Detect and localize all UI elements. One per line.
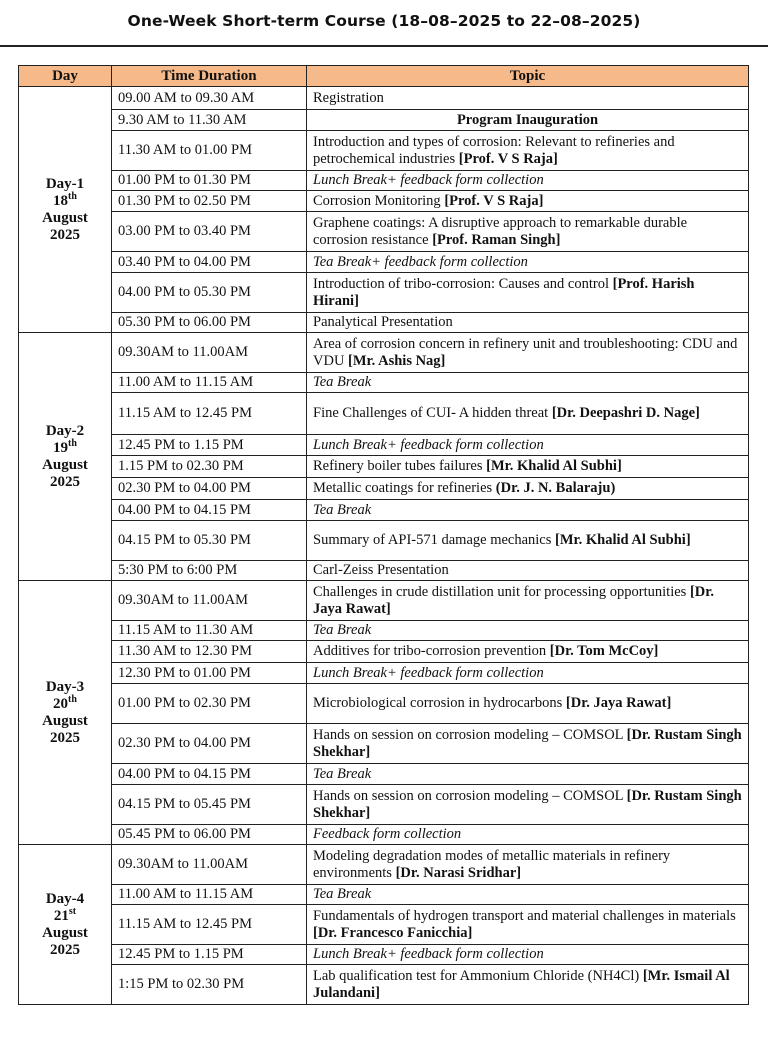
- table-row: [19, 724, 749, 764]
- topic-cell: Tea Break: [307, 885, 749, 905]
- topic-cell: Tea Break: [307, 764, 749, 785]
- topic-cell: Feedback form collection: [307, 825, 749, 845]
- topic-cell: Lunch Break+ feedback form collection: [307, 663, 749, 684]
- time-cell: 11.15 AM to 11.30 AM: [112, 621, 307, 641]
- time-cell: 11.30 AM to 12.30 PM: [112, 641, 307, 663]
- table-row: [19, 663, 749, 684]
- table-row: [19, 500, 749, 521]
- table-row: [19, 110, 749, 131]
- time-cell: 11.00 AM to 11.15 AM: [112, 885, 307, 905]
- day-label: Day-2: [45, 422, 85, 439]
- time-cell: 09.30AM to 11.00AM: [112, 333, 307, 373]
- time-cell: 04.15 PM to 05.45 PM: [112, 785, 307, 825]
- day-year: 2025: [50, 473, 80, 490]
- topic-cell: Lab qualification test for Ammonium Chloride (NH4Cl) [Mr. Ismail Al Julandani]: [307, 965, 749, 1005]
- time-header: Time Duration: [112, 66, 307, 87]
- day-date: 18th: [53, 190, 77, 209]
- time-cell: 02.30 PM to 04.00 PM: [112, 478, 307, 500]
- time-cell: 09.30AM to 11.00AM: [112, 581, 307, 621]
- topic-cell: Lunch Break+ feedback form collection: [307, 435, 749, 456]
- table-row: [19, 212, 749, 252]
- topic-cell: Summary of API-571 damage mechanics [Mr. Khalid Al Subhi]: [307, 521, 749, 561]
- table-row: [19, 945, 749, 965]
- table-row: [19, 313, 749, 333]
- day-date: 19th: [53, 437, 77, 456]
- day-cell: [19, 333, 112, 581]
- topic-cell: Fine Challenges of CUI- A hidden threat [Dr. Deepashri D. Nage]: [307, 393, 749, 435]
- day-year: 2025: [50, 729, 80, 746]
- time-cell: 05.45 PM to 06.00 PM: [112, 825, 307, 845]
- day-label: Day-4: [45, 890, 85, 907]
- time-cell: 01.00 PM to 02.30 PM: [112, 684, 307, 724]
- table-row: [19, 621, 749, 641]
- time-cell: 11.15 AM to 12.45 PM: [112, 905, 307, 945]
- day-date: 20th: [53, 693, 77, 712]
- time-cell: 03.00 PM to 03.40 PM: [112, 212, 307, 252]
- time-cell: 1.15 PM to 02.30 PM: [112, 456, 307, 478]
- topic-cell: Introduction and types of corrosion: Relevant to refineries and petrochemical industries [Prof. V S Raja]: [307, 131, 749, 171]
- time-cell: 04.00 PM to 04.15 PM: [112, 764, 307, 785]
- day-month: August: [42, 456, 88, 473]
- topic-cell: Registration: [307, 87, 749, 110]
- table-row: [19, 273, 749, 313]
- table-row: [19, 171, 749, 191]
- topic-cell: Fundamentals of hydrogen transport and material challenges in materials [Dr. Francesco Fanicchia]: [307, 905, 749, 945]
- day-year: 2025: [50, 941, 80, 958]
- page-title: One-Week Short-term Course (18–08–2025 to 22–08–2025): [127, 12, 641, 30]
- time-cell: 05.30 PM to 06.00 PM: [112, 313, 307, 333]
- table-row: [19, 373, 749, 393]
- table-row: [19, 87, 749, 110]
- table-row: [19, 456, 749, 478]
- topic-header: Topic: [307, 66, 749, 87]
- topic-cell: Tea Break: [307, 621, 749, 641]
- topic-cell: Panalytical Presentation: [307, 313, 749, 333]
- topic-cell: Tea Break+ feedback form collection: [307, 252, 749, 273]
- topic-cell: Metallic coatings for refineries (Dr. J. N. Balaraju): [307, 478, 749, 500]
- day-year: 2025: [50, 226, 80, 243]
- table-row: [19, 641, 749, 663]
- day-cell: [19, 581, 112, 845]
- table-row: [19, 561, 749, 581]
- time-cell: 11.30 AM to 01.00 PM: [112, 131, 307, 171]
- time-cell: 03.40 PM to 04.00 PM: [112, 252, 307, 273]
- time-cell: 01.00 PM to 01.30 PM: [112, 171, 307, 191]
- topic-cell: Challenges in crude distillation unit for processing opportunities [Dr. Jaya Rawat]: [307, 581, 749, 621]
- day-cell: [19, 87, 112, 333]
- topic-cell: Corrosion Monitoring [Prof. V S Raja]: [307, 191, 749, 212]
- day-label: Day-3: [45, 678, 85, 695]
- day-month: August: [42, 209, 88, 226]
- table-row: [19, 478, 749, 500]
- topic-cell: Carl-Zeiss Presentation: [307, 561, 749, 581]
- table-row: [19, 581, 749, 621]
- time-cell: 12.45 PM to 1.15 PM: [112, 435, 307, 456]
- topic-cell: Tea Break: [307, 373, 749, 393]
- table-row: [19, 131, 749, 171]
- table-row: [19, 965, 749, 1005]
- time-cell: 9.30 AM to 11.30 AM: [112, 110, 307, 131]
- table-row: [19, 393, 749, 435]
- day-cell: [19, 845, 112, 1005]
- topic-cell: Refinery boiler tubes failures [Mr. Khalid Al Subhi]: [307, 456, 749, 478]
- table-row: [19, 785, 749, 825]
- day-date: 21st: [53, 905, 77, 924]
- topic-cell: Microbiological corrosion in hydrocarbons [Dr. Jaya Rawat]: [307, 684, 749, 724]
- table-row: [19, 435, 749, 456]
- table-row: [19, 252, 749, 273]
- time-cell: 09.00 AM to 09.30 AM: [112, 87, 307, 110]
- topic-cell: Modeling degradation modes of metallic materials in refinery environments [Dr. Narasi Sridhar]: [307, 845, 749, 885]
- table-row: [19, 764, 749, 785]
- topic-cell: Additives for tribo-corrosion prevention [Dr. Tom McCoy]: [307, 641, 749, 663]
- topic-cell: Area of corrosion concern in refinery unit and troubleshooting: CDU and VDU [Mr. Ashis Nag]: [307, 333, 749, 373]
- schedule-table: [18, 65, 749, 1005]
- time-cell: 12.45 PM to 1.15 PM: [112, 945, 307, 965]
- topic-cell: Lunch Break+ feedback form collection: [307, 945, 749, 965]
- time-cell: 04.00 PM to 04.15 PM: [112, 500, 307, 521]
- table-row: [19, 191, 749, 212]
- topic-cell: Introduction of tribo-corrosion: Causes and control [Prof. Harish Hirani]: [307, 273, 749, 313]
- day-label: Day-1: [45, 175, 85, 192]
- table-row: [19, 845, 749, 885]
- table-row: [19, 333, 749, 373]
- time-cell: 04.00 PM to 05.30 PM: [112, 273, 307, 313]
- time-cell: 12.30 PM to 01.00 PM: [112, 663, 307, 684]
- time-cell: 01.30 PM to 02.50 PM: [112, 191, 307, 212]
- time-cell: 1:15 PM to 02.30 PM: [112, 965, 307, 1005]
- time-cell: 09.30AM to 11.00AM: [112, 845, 307, 885]
- time-cell: 04.15 PM to 05.30 PM: [112, 521, 307, 561]
- topic-cell: Hands on session on corrosion modeling – COMSOL [Dr. Rustam Singh Shekhar]: [307, 724, 749, 764]
- topic-cell: Lunch Break+ feedback form collection: [307, 171, 749, 191]
- time-cell: 11.15 AM to 12.45 PM: [112, 393, 307, 435]
- table-header-row: [19, 66, 749, 87]
- time-cell: 5:30 PM to 6:00 PM: [112, 561, 307, 581]
- title-divider: [0, 45, 768, 47]
- table-row: [19, 885, 749, 905]
- table-row: [19, 825, 749, 845]
- topic-cell: Graphene coatings: A disruptive approach to remarkable durable corrosion resistance [Prof. Raman Singh]: [307, 212, 749, 252]
- time-cell: 11.00 AM to 11.15 AM: [112, 373, 307, 393]
- topic-cell: Hands on session on corrosion modeling – COMSOL [Dr. Rustam Singh Shekhar]: [307, 785, 749, 825]
- topic-cell: Program Inauguration: [307, 110, 749, 131]
- day-month: August: [42, 712, 88, 729]
- day-header: Day: [19, 66, 112, 87]
- time-cell: 02.30 PM to 04.00 PM: [112, 724, 307, 764]
- day-month: August: [42, 924, 88, 941]
- table-row: [19, 684, 749, 724]
- table-row: [19, 521, 749, 561]
- topic-cell: Tea Break: [307, 500, 749, 521]
- table-row: [19, 905, 749, 945]
